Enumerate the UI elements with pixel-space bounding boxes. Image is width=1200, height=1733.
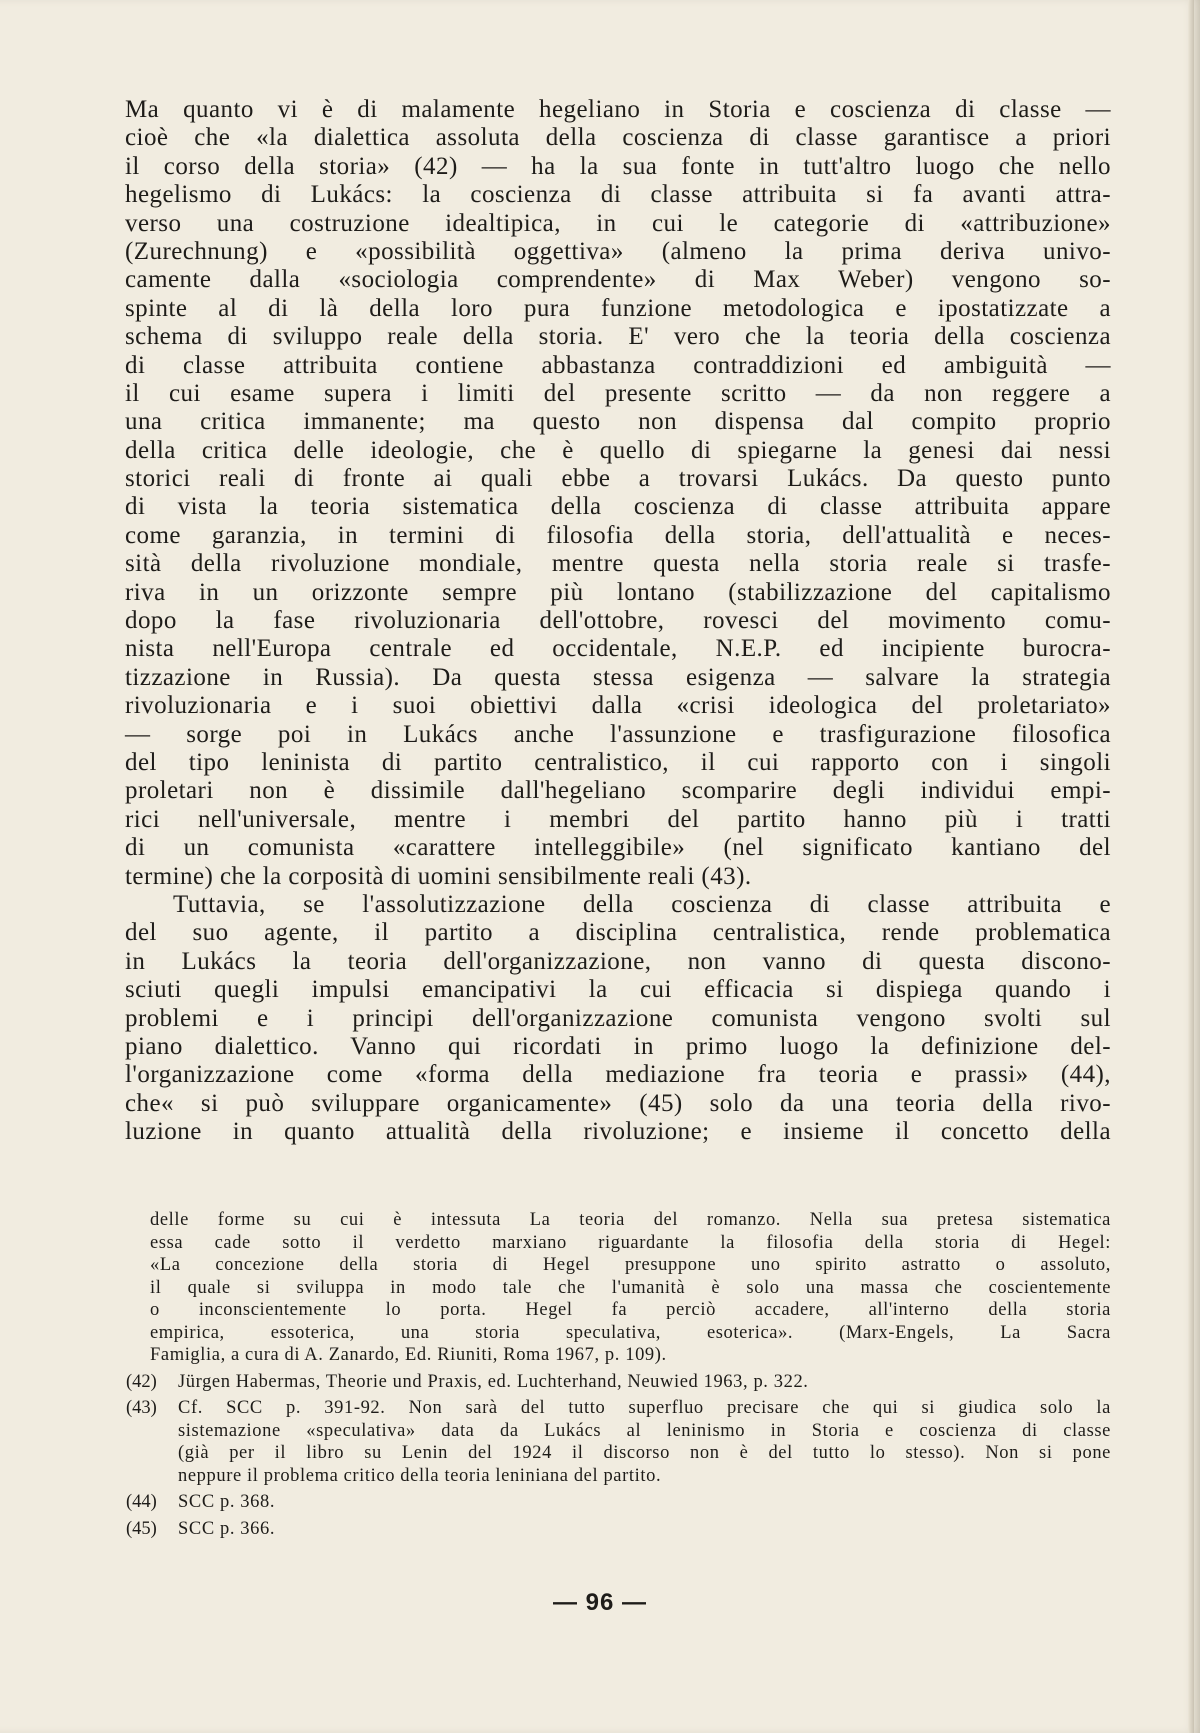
footnote-45 <box>126 1518 1111 1541</box>
text-line: cioè che «la dialettica assoluta della coscienza di classe garantisce a priori <box>125 124 1111 152</box>
text-line: dopo la fase rivoluzionaria dell'ottobre, rovesci del movimento comu- <box>125 607 1111 635</box>
note-line: Famiglia, a cura di A. Zanardo, Ed. Riuniti, Roma 1967, p. 109). <box>150 1345 667 1365</box>
footnote-43 <box>126 1397 1111 1487</box>
text-line: che« si può sviluppare organicamente» (45) solo da una teoria della rivo- <box>125 1089 1111 1117</box>
text-line: del tipo leninista di partito centralistico, il cui rapporto con i singoli <box>125 748 1111 776</box>
footnotes <box>126 1209 1111 1540</box>
main-text <box>125 96 1111 1146</box>
note-line: SCC p. 368. <box>178 1492 276 1512</box>
page-number: — 96 — <box>552 1589 648 1616</box>
text-line: di classe attribuita contiene abbastanza contraddizioni ed ambiguità — <box>125 351 1111 379</box>
footnote-number: (43) <box>126 1398 157 1418</box>
note-line: empirica, essoterica, una storia speculativa, esoterica». (Marx-Engels, La Sacra <box>150 1322 1111 1343</box>
text-line: il cui esame supera i limiti del presente scritto — da non reggere a <box>125 379 1111 407</box>
text-line: di un comunista «carattere intelleggibile» (nel significato kantiano del <box>125 834 1111 862</box>
text-line: della critica delle ideologie, che è quello di spiegarne la genesi dai nessi <box>125 436 1111 464</box>
note-line: «La concezione della storia di Hegel presuppone uno spirito astratto o assoluto, <box>150 1255 1111 1275</box>
text-line: luzione in quanto attualità della rivoluzione; e insieme il concetto della <box>125 1118 1111 1146</box>
text-line: camente dalla «sociologia comprendente» di Max Weber) vengono so- <box>125 266 1111 294</box>
note-line: sistemazione «speculativa» data da Lukács al leninismo in Storia e coscienza di classe <box>178 1420 1111 1441</box>
text-line: nista nell'Europa centrale ed occidentale, N.E.P. ed incipiente burocra- <box>125 635 1111 663</box>
page-edge <box>1188 0 1194 1733</box>
text-line: termine) che la corposità di uomini sensibilmente reali (43). <box>125 862 752 890</box>
text-line: di vista la teoria sistematica della coscienza di classe attribuita appare <box>125 493 1111 521</box>
note-line: SCC p. 366. <box>178 1518 276 1539</box>
text-line: storici reali di fronte ai quali ebbe a trovarsi Lukács. Da questo punto <box>125 465 1111 493</box>
text-line: come garanzia, in termini di filosofia della storia, dell'attualità e neces- <box>125 521 1111 549</box>
text-line: del suo agente, il partito a disciplina centralistica, rende problematica <box>125 919 1111 947</box>
text-line: l'organizzazione come «forma della mediazione fra teoria e prassi» (44), <box>125 1061 1111 1089</box>
text-line: schema di sviluppo reale della storia. E' vero che la teoria della coscienza <box>125 323 1111 351</box>
note-line: delle forme su cui è intessuta La teoria del romanzo. Nella sua pretesa sistematica <box>150 1210 1111 1230</box>
note-line: (già per il libro su Lenin del 1924 il discorso non è del tutto lo stesso). Non si pone <box>178 1443 1111 1463</box>
footnote-number: (44) <box>126 1492 157 1512</box>
text-line: — sorge poi in Lukács anche l'assunzione e trasfigurazione filosofica <box>125 720 1111 748</box>
text-line: una critica immanente; ma questo non dispensa dal compito proprio <box>125 408 1111 436</box>
text-line: in Lukács la teoria dell'organizzazione, non vanno di questa discono- <box>125 947 1111 975</box>
text-line: proletari non è dissimile dall'hegeliano scomparire degli individui empi- <box>125 777 1111 805</box>
text-line: hegelismo di Lukács: la coscienza di classe attribuita si fa avanti attra- <box>125 181 1111 209</box>
text-line: il corso della storia» (42) — ha la sua fonte in tutt'altro luogo che nello <box>125 152 1111 180</box>
text-line: Ma quanto vi è di malamente hegeliano in Storia e coscienza di classe — <box>125 96 1111 123</box>
text-line: Tuttavia, se l'assolutizzazione della coscienza di classe attribuita e <box>173 890 1111 918</box>
note-line: neppure il problema critico della teoria leniniana del partito. <box>178 1465 662 1486</box>
text-line: verso una costruzione idealtipica, in cui le categorie di «attribuzione» <box>125 209 1111 237</box>
footnote-42 <box>126 1371 1111 1394</box>
note-line: o inconscientemente lo porta. Hegel fa perciò accadere, all'interno della storia <box>150 1300 1111 1320</box>
note-line: essa cade sotto il verdetto marxiano riguardante la filosofia della storia di Hegel: <box>150 1232 1111 1253</box>
text-line: (Zurechnung) e «possibilità oggettiva» (almeno la prima deriva univo- <box>125 237 1111 265</box>
text-line: sciuti quegli impulsi emancipativi la cui efficacia si dispiega quando i <box>125 976 1111 1004</box>
footnote-number: (45) <box>126 1518 157 1539</box>
text-line: riva in un orizzonte sempre più lontano (stabilizzazione del capitalismo <box>125 578 1111 606</box>
footnote-44 <box>126 1491 1111 1514</box>
text-line: tizzazione in Russia). Da questa stessa esigenza — salvare la strategia <box>125 663 1111 691</box>
text-line: sità della rivoluzione mondiale, mentre questa nella storia reale si trasfe- <box>125 550 1111 578</box>
text-line: spinte al di là della loro pura funzione metodologica e ipostatizzate a <box>125 294 1111 322</box>
text-line: problemi e i principi dell'organizzazione comunista vengono svolti sul <box>125 1004 1111 1032</box>
text-line: rici nell'universale, mentre i membri del partito hanno più i tratti <box>125 805 1111 833</box>
footnote-continuation <box>150 1209 1111 1367</box>
text-line: rivoluzionaria e i suoi obiettivi dalla «crisi ideologica del proletariato» <box>125 692 1111 720</box>
note-line: Jürgen Habermas, Theorie und Praxis, ed. Luchterhand, Neuwied 1963, p. 322. <box>178 1371 809 1392</box>
footnote-number: (42) <box>126 1371 157 1392</box>
note-line: Cf. SCC p. 391-92. Non sarà del tutto superfluo precisare che qui si giudica solo la <box>178 1398 1111 1418</box>
note-line: il quale si sviluppa in modo tale che l'umanità è solo una massa che coscientemente <box>150 1277 1111 1298</box>
text-line: piano dialettico. Vanno qui ricordati in primo luogo la definizione del- <box>125 1032 1111 1060</box>
